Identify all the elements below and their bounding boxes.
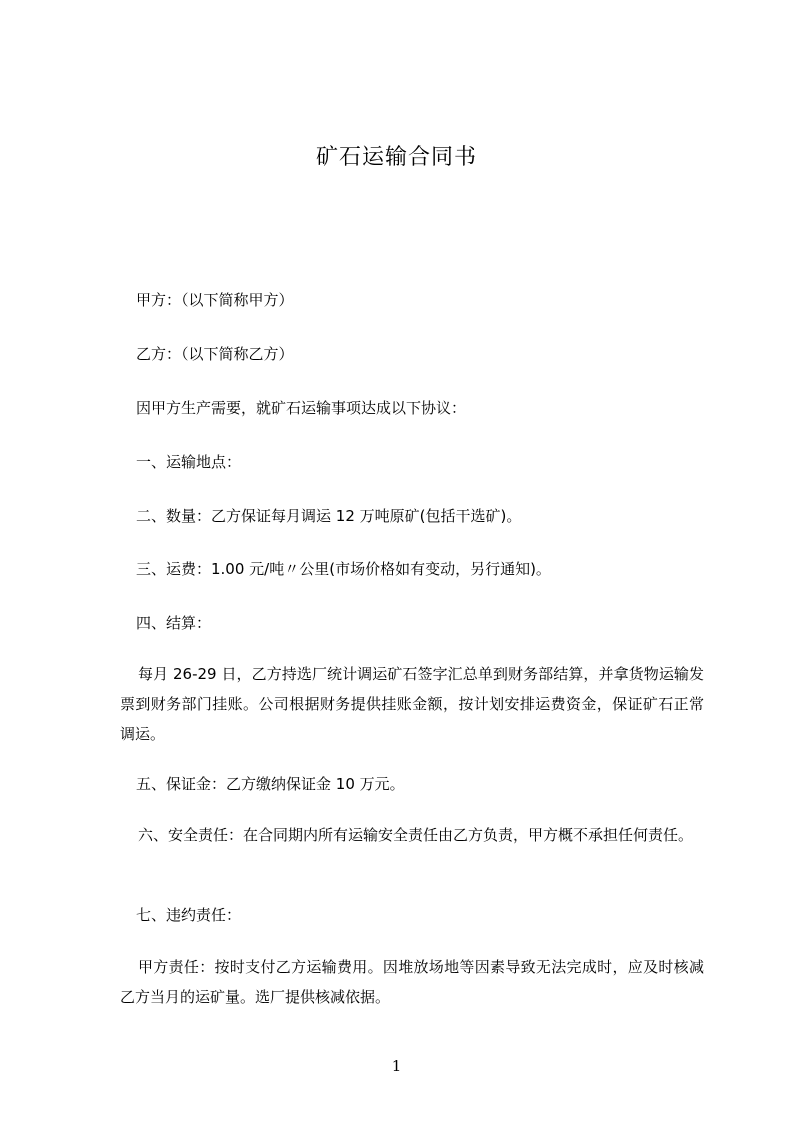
clause-1-heading: 一、运输地点： xyxy=(136,453,242,471)
clause-3-freight: 三、运费：1.00 元/吨〃公里(市场价格如有变动，另行通知)。 xyxy=(136,560,551,578)
clause-5-deposit: 五、保证金：乙方缴纳保证金 10 万元。 xyxy=(136,775,405,793)
document-title: 矿石运输合同书 xyxy=(315,145,477,170)
intro-line: 因甲方生产需要，就矿石运输事项达成以下协议： xyxy=(136,399,467,417)
clause-7-body: 甲方责任：按时支付乙方运输费用。因堆放场地等因素导致无法完成时，应及时核减乙方当月的运矿量。选厂提供核减依据。 xyxy=(120,958,704,1006)
party-a-line: 甲方：（以下简称甲方） xyxy=(136,291,294,309)
page-number: 1 xyxy=(391,1057,402,1075)
clause-6-safety: 六、安全责任：在合同期内所有运输安全责任由乙方负责，甲方概不承担任何责任。 xyxy=(138,826,694,844)
party-b-line: 乙方：（以下简称乙方） xyxy=(136,345,294,363)
clause-4-body: 每月 26-29 日，乙方持选厂统计调运矿石签字汇总单到财务部结算，并拿货物运输发票到财务部门挂账。公司根据财务提供挂账金额，按计划安排运费资金，保证矿石正常调运。 xyxy=(120,665,704,743)
clause-4-heading: 四、结算： xyxy=(136,614,212,632)
clause-7-heading: 七、违约责任： xyxy=(136,906,242,924)
clause-2-quantity: 二、数量：乙方保证每月调运 12 万吨原矿(包括干选矿)。 xyxy=(136,507,522,525)
